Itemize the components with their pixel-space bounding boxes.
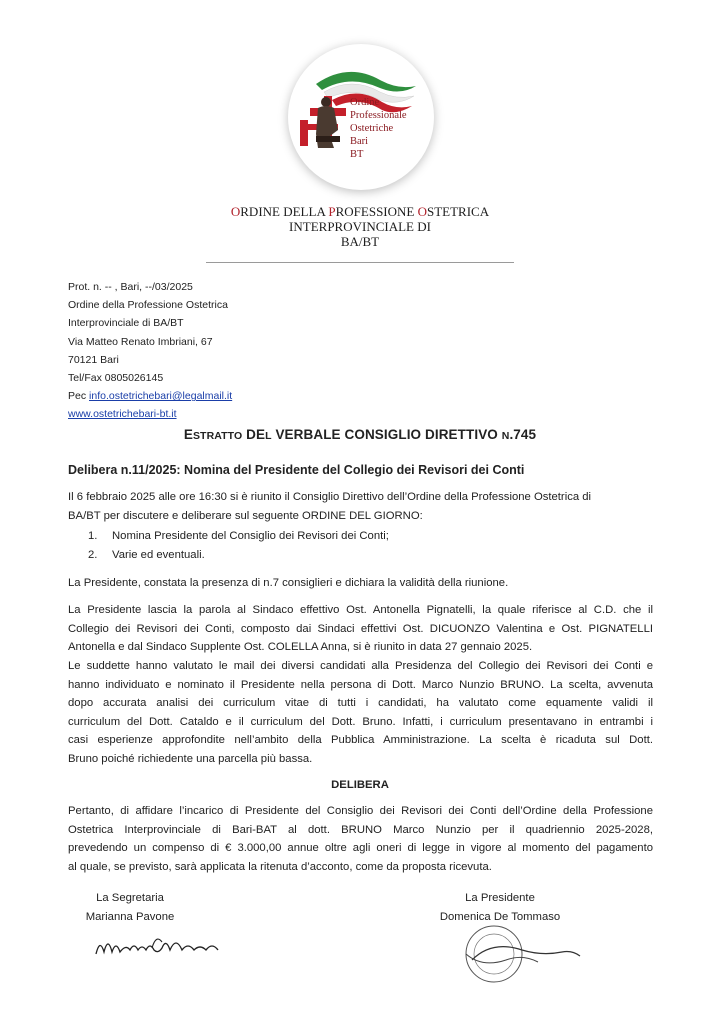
title-part: VERBALE CONSIGLIO DIRETTIVO [271, 427, 502, 442]
resolution-paragraph [68, 802, 653, 876]
text-line: prevedendo un compenso di € 3.000,00 annue oltre agli oneri di legge in vigore al momento del pagamento [68, 842, 653, 855]
sender-block [68, 278, 232, 424]
title-part: L [265, 430, 272, 442]
signatory-role: La Presidente [465, 892, 535, 904]
delibera-heading: Delibera n.11/2025: Nomina del Presidente del Collegio dei Revisori dei Conti [68, 463, 525, 477]
list-number: 1. [88, 530, 98, 542]
signatory-name: Marianna Pavone [85, 911, 175, 923]
text-line: BA/BT per discutere e deliberare sul seguente ORDINE DEL GIORNO: [68, 509, 423, 522]
org-line-1 [200, 204, 520, 219]
sender-org-line: Ordine della Professione Ostetrica [68, 299, 228, 312]
org-initial: O [417, 204, 427, 219]
text-line: Collegio dei Revisori dei Conti, composto dai Sindaci effettivi Ost. DICUONZO Valentina e Ost. PIGNATELLI [68, 622, 653, 635]
signatory-name: Domenica De Tommaso [439, 911, 561, 923]
header-divider [206, 262, 514, 263]
text-line: Il 6 febbraio 2025 alle ore 16:30 si è riunito il Consiglio Direttivo dell’Ordine della Professione Ostetrica di [68, 491, 592, 503]
delibera-label: DELIBERA [331, 779, 389, 791]
order-logo [288, 44, 434, 190]
sender-address: Via Matteo Renato Imbriani, 67 [68, 335, 213, 348]
text-line: Le suddette hanno valutato le mail dei diversi candidati alla Presidenza del Collegio dei Revisori dei Conti e [68, 660, 653, 672]
list-text: Varie ed eventuali. [112, 549, 205, 561]
org-line-3: BA/BT [340, 234, 380, 249]
title-part: DE [242, 427, 266, 442]
text-line: curriculum del Dott. Cataldo e il curriculum del Dott. Bruno. Infatti, i curriculum presentavano in entrambi i [68, 715, 653, 728]
secretary-signature-block [60, 889, 200, 927]
logo-text [350, 96, 407, 161]
text-line: casi esperienze approfondite nell’ambito della Pubblica Amministrazione. La scelta è ricaduta sul Dott. [68, 734, 653, 747]
logo-line: Ordine [350, 97, 380, 108]
org-text: ROFESSIONE [335, 204, 418, 219]
sender-pec [68, 387, 232, 405]
sender-telephone: Tel/Fax 0805026145 [68, 372, 164, 385]
document-title [0, 427, 720, 442]
org-text: STETRICA [427, 204, 490, 219]
sindaco-paragraph [68, 601, 653, 657]
text-line: Bruno poiché richiedente una parcella più bassa. [68, 752, 313, 765]
text-line: hanno individuato e nominato il Presidente nella persona di Dott. Marco Nunzio BRUNO. La scelta, avvenuta [68, 678, 653, 691]
evaluation-paragraph [68, 657, 653, 769]
text-line: al quale, se previsto, sarà applicata la ritenuta d’acconto, come da proposta ricevuta. [68, 860, 492, 873]
text-line: La Presidente, constata la presenza di n.7 consiglieri e dichiara la validità della riunione. [68, 577, 509, 589]
text-line: Antonella e dal Sindaco Supplente Ost. COLELLA Anna, si è riunito in data 27 gennaio 2025. [68, 641, 533, 654]
website-link[interactable]: www.ostetrichebari-bt.it [68, 408, 177, 421]
org-line-2: INTERPROVINCIALE DI [289, 219, 431, 234]
org-text: RDINE DELLA [240, 204, 329, 219]
list-item [88, 527, 389, 546]
logo-line: Professionale [350, 110, 407, 121]
official-stamp-icon [452, 920, 592, 990]
list-item [88, 546, 389, 565]
title-part: .745 [509, 427, 537, 442]
org-initial: P [328, 204, 336, 219]
title-part: N [501, 430, 510, 442]
org-initial: O [230, 204, 241, 219]
presence-paragraph [68, 574, 653, 593]
text-line: La Presidente lascia la parola al Sindaco effettivo Ost. Antonella Pignatelli, la quale riferisce al C.D. che il [68, 604, 653, 616]
logo-line: Ostetriche [350, 123, 394, 134]
agenda-list [88, 527, 389, 565]
protocol-line: Prot. n. -- , Bari, --/03/2025 [68, 281, 193, 293]
title-part: E [183, 427, 193, 442]
text-line: Ostetrica Interprovinciale di Bari-BAT al dott. BRUNO Marco Nunzio per il quadriennio 2025-2028, [68, 823, 653, 836]
logo-line: Bari [350, 136, 369, 147]
organization-header [200, 204, 520, 249]
title-part: STRATTO [192, 430, 243, 442]
text-line: Pertanto, di affidare l’incarico di Presidente del Consiglio dei Revisori dei Conti dell’Ordine della Professione [68, 805, 653, 817]
list-text: Nomina Presidente del Consiglio dei Revisori dei Conti; [112, 530, 389, 542]
list-number: 2. [88, 549, 98, 561]
sender-org-line: Interprovinciale di BA/BT [68, 317, 184, 330]
pec-label: Pec [68, 390, 90, 403]
signatory-role: La Segretaria [96, 892, 164, 904]
handwritten-signature-secretary [92, 928, 232, 968]
intro-paragraph [68, 488, 653, 525]
pec-email-link[interactable]: info.ostetrichebari@legalmail.it [89, 390, 233, 403]
text-line: dopo accurata analisi dei curriculum vitae di tutti i candidati, ha valutato come equamente validi il [68, 697, 653, 710]
sender-city: 70121 Bari [68, 353, 119, 366]
logo-line: BT [350, 149, 364, 160]
